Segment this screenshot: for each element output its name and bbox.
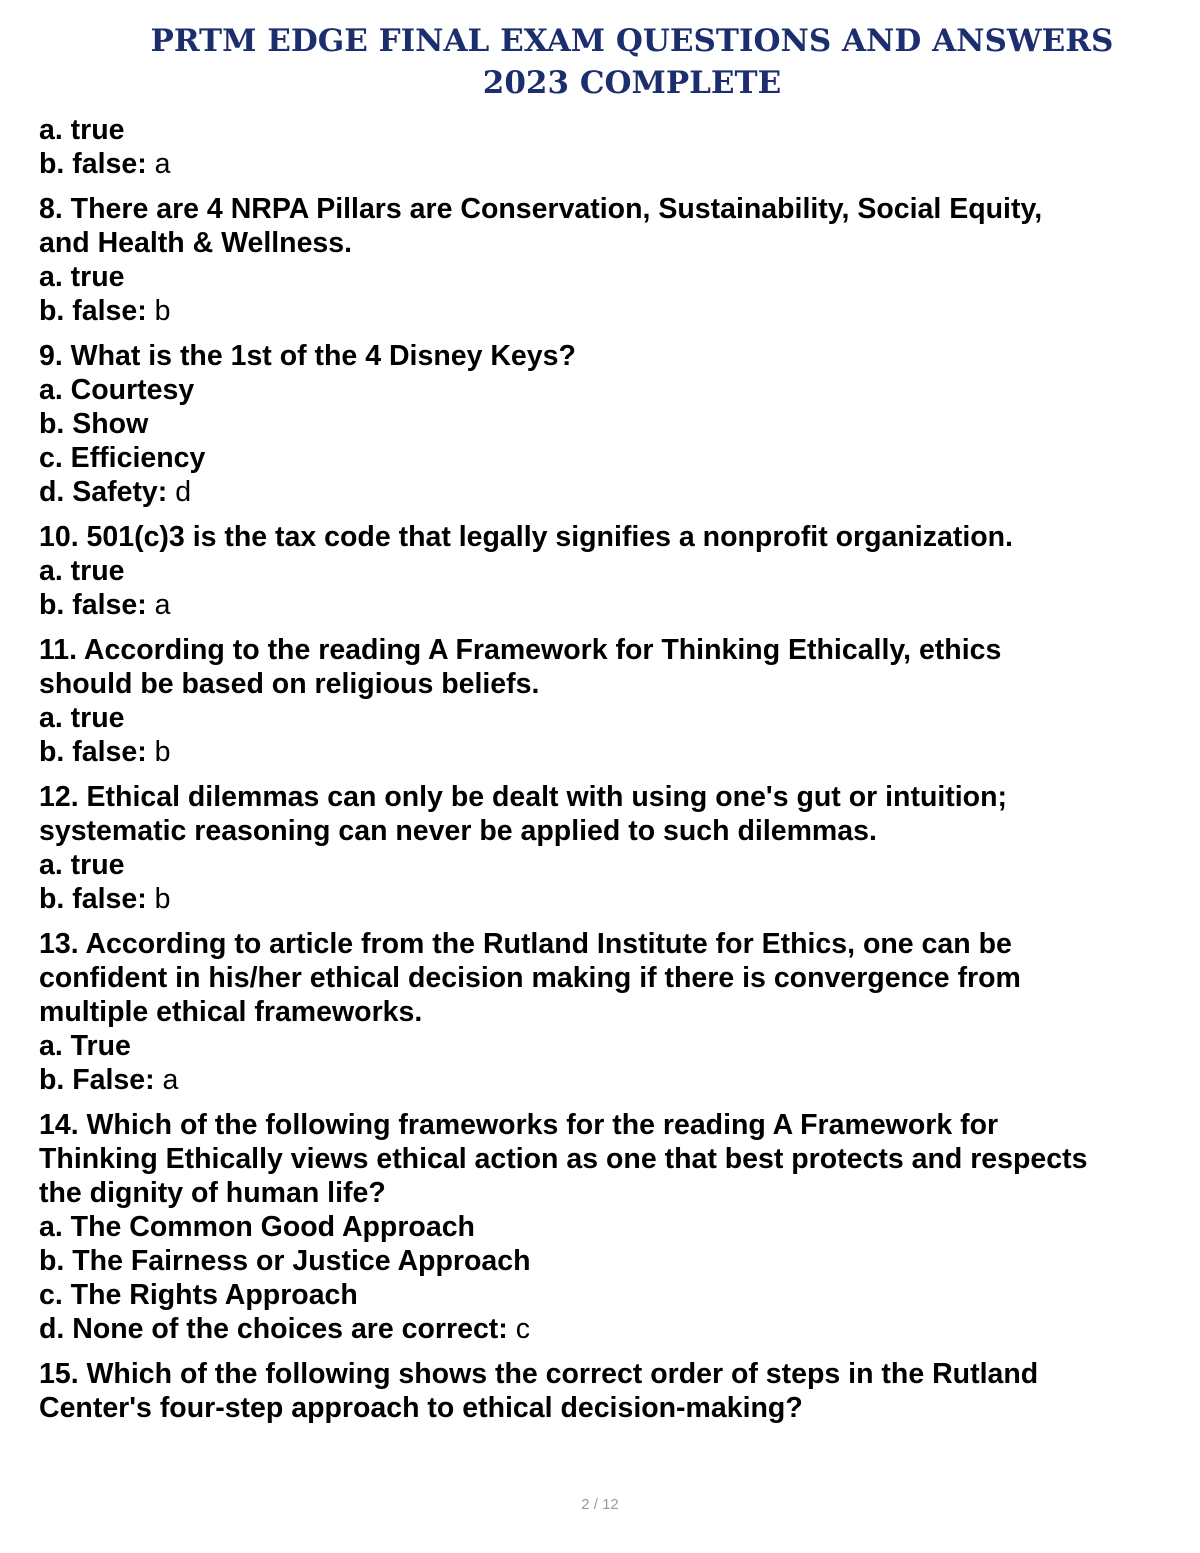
question-text: 13. According to article from the Rutland Institute for Ethics, one can be [39, 928, 1012, 960]
question-11 [39, 633, 1179, 769]
option-b [39, 294, 1179, 328]
option-a: a. Courtesy [39, 374, 195, 406]
option-b: b. The Fairness or Justice Approach [39, 1245, 531, 1277]
question-text: 9. What is the 1st of the 4 Disney Keys? [39, 340, 576, 372]
option-b [39, 588, 1179, 622]
question-10 [39, 520, 1179, 622]
question-text: multiple ethical frameworks. [39, 996, 423, 1028]
question-text: 8. There are 4 NRPA Pillars are Conservation, Sustainability, Social Equity, [39, 193, 1043, 225]
option-a: a. The Common Good Approach [39, 1211, 475, 1243]
option-b-label: b. false: [39, 148, 147, 180]
option-b-label: b. false: [39, 736, 147, 768]
option-a: a. true [39, 261, 125, 293]
question-15 [39, 1357, 1179, 1425]
question-text: should be based on religious beliefs. [39, 668, 540, 700]
page-title-line-1: PRTM EDGE FINAL EXAM QUESTIONS AND ANSWERS [150, 23, 1114, 59]
option-c: c. The Rights Approach [39, 1279, 358, 1311]
page-number: 2 / 12 [581, 1496, 619, 1513]
question-text: 14. Which of the following frameworks for the reading A Framework for [39, 1109, 999, 1141]
option-d [39, 1312, 1179, 1346]
option-a: a. True [39, 1030, 131, 1062]
option-d-label: d. None of the choices are correct: [39, 1313, 508, 1345]
option-b [39, 147, 1179, 181]
answer: a [154, 148, 171, 180]
option-a: a. true [39, 702, 125, 734]
option-a: a. true [39, 114, 125, 146]
answer: c [515, 1313, 530, 1345]
question-text: Center's four-step approach to ethical decision-making? [39, 1392, 803, 1424]
option-b-label: b. false: [39, 589, 147, 621]
question-text: 12. Ethical dilemmas can only be dealt with using one's gut or intuition; [39, 781, 1007, 813]
question-list [39, 113, 1179, 1436]
answer: b [154, 883, 171, 915]
option-b [39, 882, 1179, 916]
option-b: b. Show [39, 408, 149, 440]
option-a: a. true [39, 849, 125, 881]
question-text: 10. 501(c)3 is the tax code that legally signifies a nonprofit organization. [39, 521, 1013, 553]
option-b [39, 735, 1179, 769]
document-header [0, 20, 1200, 104]
question-12 [39, 780, 1179, 916]
question-text: and Health & Wellness. [39, 227, 353, 259]
option-c: c. Efficiency [39, 442, 206, 474]
question-7-continued [39, 113, 1179, 181]
question-9 [39, 339, 1179, 509]
option-b-label: b. false: [39, 883, 147, 915]
option-b-label: b. false: [39, 295, 147, 327]
option-b-label: b. False: [39, 1064, 155, 1096]
question-text: Thinking Ethically views ethical action as one that best protects and respects [39, 1143, 1088, 1175]
answer: b [154, 736, 171, 768]
option-b [39, 1063, 1179, 1097]
answer: b [154, 295, 171, 327]
option-d [39, 475, 1179, 509]
page-title-line-2: 2023 COMPLETE [482, 65, 782, 101]
question-14 [39, 1108, 1179, 1346]
question-text: 11. According to the reading A Framework for Thinking Ethically, ethics [39, 634, 1002, 666]
question-text: confident in his/her ethical decision making if there is convergence from [39, 962, 1021, 994]
answer: a [162, 1064, 179, 1096]
question-13 [39, 927, 1179, 1097]
question-text: 15. Which of the following shows the correct order of steps in the Rutland [39, 1358, 1039, 1390]
question-8 [39, 192, 1179, 328]
question-text: systematic reasoning can never be applied to such dilemmas. [39, 815, 877, 847]
answer: d [175, 476, 192, 508]
question-text: the dignity of human life? [39, 1177, 386, 1209]
answer: a [154, 589, 171, 621]
option-a: a. true [39, 555, 125, 587]
option-d-label: d. Safety: [39, 476, 168, 508]
